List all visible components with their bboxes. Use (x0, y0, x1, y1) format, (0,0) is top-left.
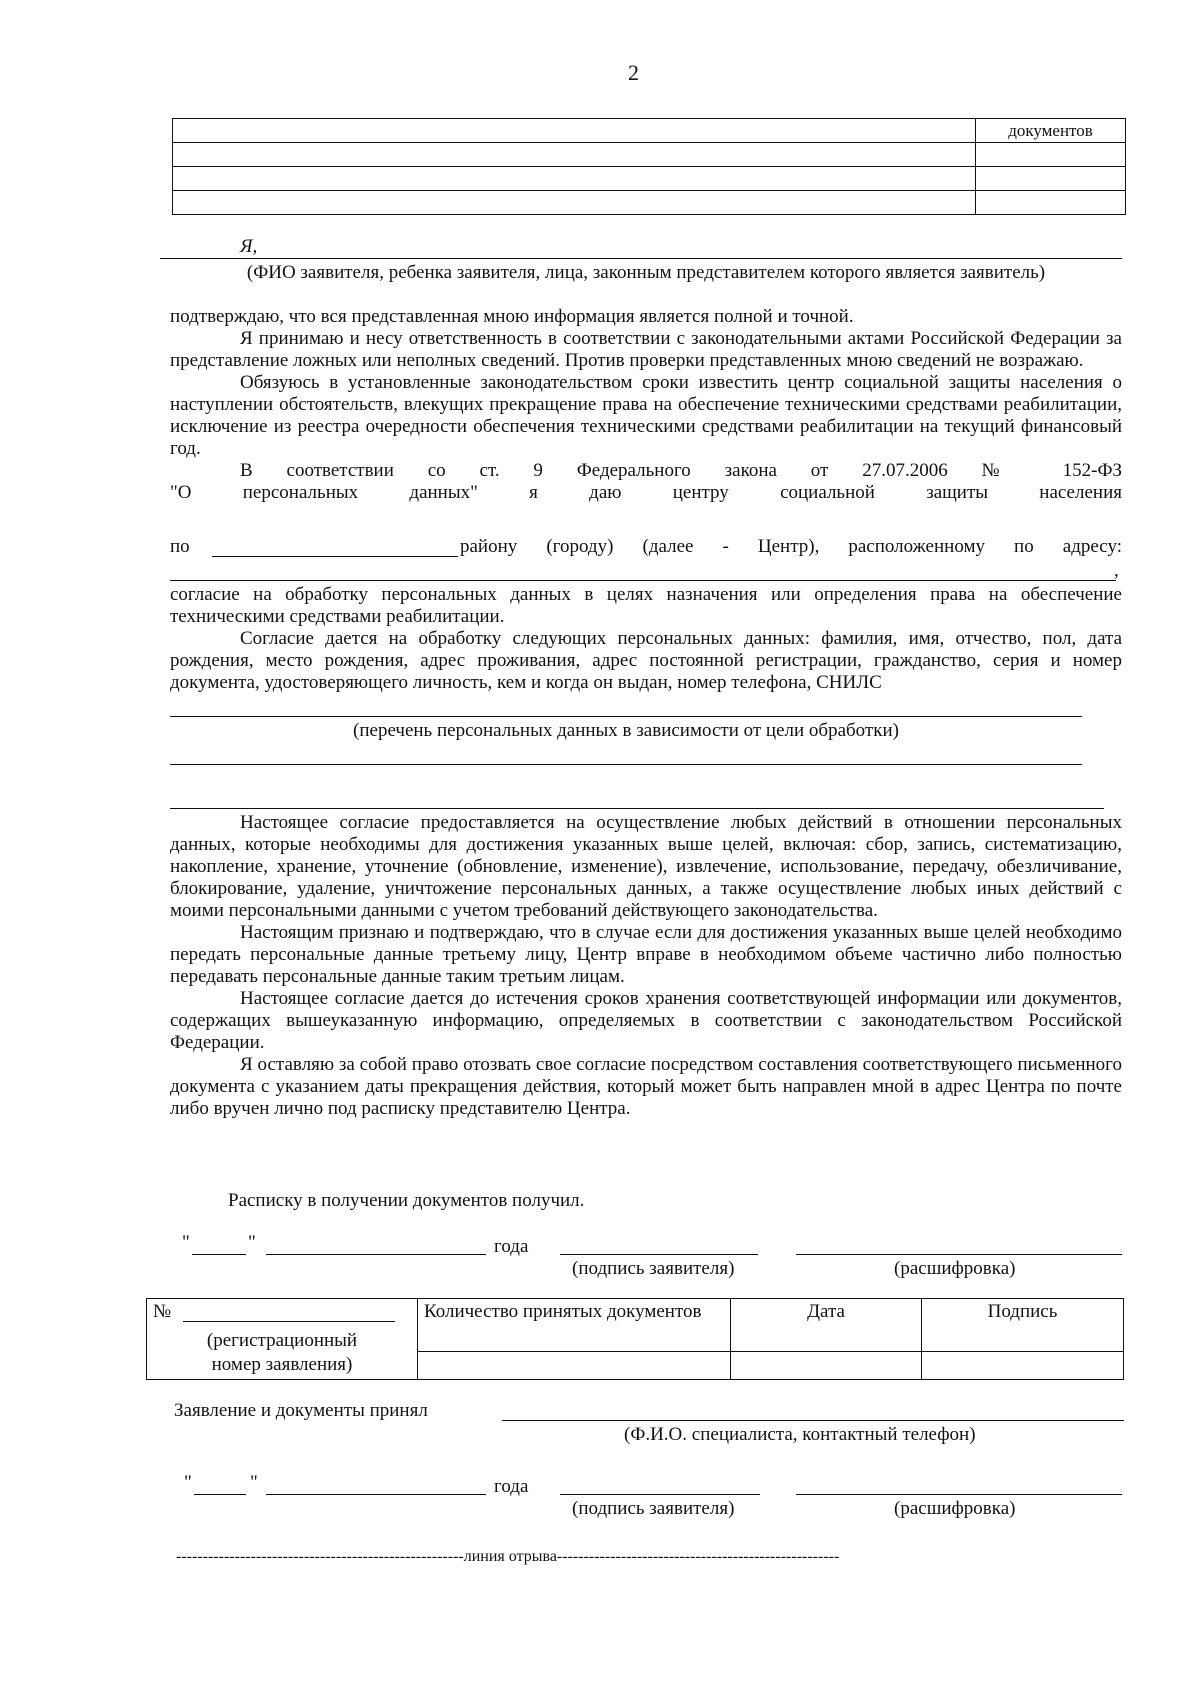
paragraphs-block-1 (170, 306, 1122, 504)
paragraph-actions: Настоящее согласие предоставляется на осуществление любых действий в отношении персональных данных, которые необходимы для достижения указанных выше целей, включая: сбор, запись, систематизацию, накопление, хранение, уточнение (обновление, изменение), извлечение, использование, передачу, обезличивание, блокирование, удаление, уничтожение персональных данных, а также осуществление любых иных действий с моими персональными данными с учетом требований действующего законодательства. (170, 812, 1122, 921)
month-line (266, 1254, 486, 1255)
table-cell (173, 191, 976, 215)
table-cell (976, 143, 1126, 167)
specialist-line (502, 1420, 1124, 1421)
reg-number-line (183, 1321, 395, 1322)
paragraph-confirm: подтверждаю, что вся представленная мною информация является полной и точной. (170, 306, 854, 327)
quote-open-2: " (184, 1472, 192, 1493)
day-line-2 (194, 1494, 246, 1495)
registration-table (146, 1298, 1124, 1380)
table-cell (976, 191, 1126, 215)
address-comma: , (1114, 560, 1119, 581)
table-cell (173, 167, 976, 191)
declarant-name-line (160, 258, 1122, 259)
district-line (212, 556, 458, 557)
district-text: району (городу) (далее - Центр), расположенному по адресу: (460, 536, 1122, 557)
district-prefix: по (170, 536, 190, 557)
table-cell (173, 143, 976, 167)
table-row (173, 143, 1126, 167)
paragraph-obligation: Обязуюсь в установленные законодательством сроки известить центр социальной защиты населения о наступлении обстоятельств, влекущих прекращение права на обеспечение техническими средствами реабилитации, исключение из реестра очередности обеспечения техническими средствами реабилитации на текущий финансовый год. (170, 372, 1122, 459)
receipt-title: Расписку в получении документов получил. (228, 1190, 585, 1211)
documents-table (172, 118, 1126, 215)
table-row (173, 191, 1126, 215)
signature-line (560, 1254, 758, 1255)
quote-close: " (248, 1232, 256, 1253)
paragraphs-block-2 (170, 584, 1122, 694)
date-cell (731, 1351, 922, 1379)
paragraph-consent-line1: В соответствии со ст. 9 Федерального закона от 27.07.2006 № 152-ФЗ (240, 460, 1122, 481)
specialist-caption: (Ф.И.О. специалиста, контактный телефон) (624, 1424, 976, 1445)
count-cell (418, 1351, 731, 1379)
page-number: 2 (628, 60, 639, 85)
table-cell (173, 119, 976, 143)
quote-close-2: " (250, 1472, 258, 1493)
paragraph-term: Настоящее согласие дается до истечения сроков хранения соответствующей информации или документов, содержащих вышеуказанную информацию, определяемых в соответствии с законодательством Российской Федерации. (170, 988, 1122, 1053)
date-header: Дата (731, 1299, 922, 1352)
signature-caption-2: (подпись заявителя) (572, 1498, 735, 1519)
table-cell (976, 167, 1126, 191)
count-header: Количество принятых документов (418, 1299, 731, 1352)
paragraph-revoke: Я оставляю за собой право отозвать свое согласие посредством составления соответствующего письменного документа с указанием даты прекращения действия, который может быть направлен мной в адрес Центра по почте либо вручен лично под расписку представителю Центра. (170, 1054, 1122, 1119)
address-line (170, 580, 1116, 581)
reg-number-cell (147, 1299, 418, 1380)
signature-caption: (подпись заявителя) (572, 1258, 735, 1279)
reg-caption-1: (регистрационный (206, 1330, 358, 1351)
data-list-line-2 (170, 764, 1082, 765)
table-row (173, 167, 1126, 191)
paragraph-data-list: Согласие дается на обработку следующих персональных данных: фамилия, имя, отчество, пол, дата рождения, место рождения, адрес проживания, адрес постоянной регистрации, гражданство, серия и номер документа, удостоверяющего личность, кем и когда он выдан, номер телефона, СНИЛС (170, 628, 1122, 693)
paragraph-consent-purpose: согласие на обработку персональных данных в целях назначения или определения права на обеспечение техническими средствами реабилитации. (170, 584, 1122, 627)
documents-header-cell: документов (976, 119, 1126, 143)
day-line (192, 1254, 246, 1255)
table-row (147, 1299, 1124, 1352)
decode-line-2 (796, 1494, 1122, 1495)
tear-line: ------------------------------------------------------линия отрыва----------------------------------------------------- (176, 1548, 840, 1565)
accepted-label: Заявление и документы принял (174, 1400, 428, 1421)
paragraphs-block-3 (170, 812, 1122, 1120)
data-list-line-3 (170, 808, 1104, 809)
decode-line (796, 1254, 1122, 1255)
paragraph-third-party: Настоящим признаю и подтверждаю, что в случае если для достижения указанных выше целей необходимо передать персональные данные третьему лицу, Центр вправе в необходимом объеме частично либо полностью передавать персональные данные таким третьим лицам. (170, 922, 1122, 987)
reg-no-label: № (153, 1301, 172, 1322)
signature-line-2 (560, 1494, 760, 1495)
declarant-caption: (ФИО заявителя, ребенка заявителя, лица, законным представителем которого является заявитель) (246, 262, 1046, 283)
decode-caption: (расшифровка) (894, 1258, 1016, 1279)
month-line-2 (266, 1494, 486, 1495)
quote-open: " (182, 1232, 190, 1253)
sign-cell (922, 1351, 1124, 1379)
table-row (173, 119, 1126, 143)
paragraph-consent-line2: "О персональных данных" я даю центру социальной защиты населения (170, 482, 1122, 503)
data-list-line-1 (170, 716, 1082, 717)
year-label: года (494, 1236, 529, 1257)
declarant-ya: Я, (240, 236, 258, 257)
paragraph-responsibility: Я принимаю и несу ответственность в соответствии с законодательными актами Российской Федерации за представление ложных или неполных сведений. Против проверки представленных мною сведений не возражаю. (170, 328, 1122, 371)
reg-caption-2: номер заявления) (211, 1354, 353, 1375)
decode-caption-2: (расшифровка) (894, 1498, 1016, 1519)
year-label-2: года (494, 1476, 529, 1497)
sign-header: Подпись (922, 1299, 1124, 1352)
data-list-caption: (перечень персональных данных в зависимости от цели обработки) (353, 720, 899, 741)
